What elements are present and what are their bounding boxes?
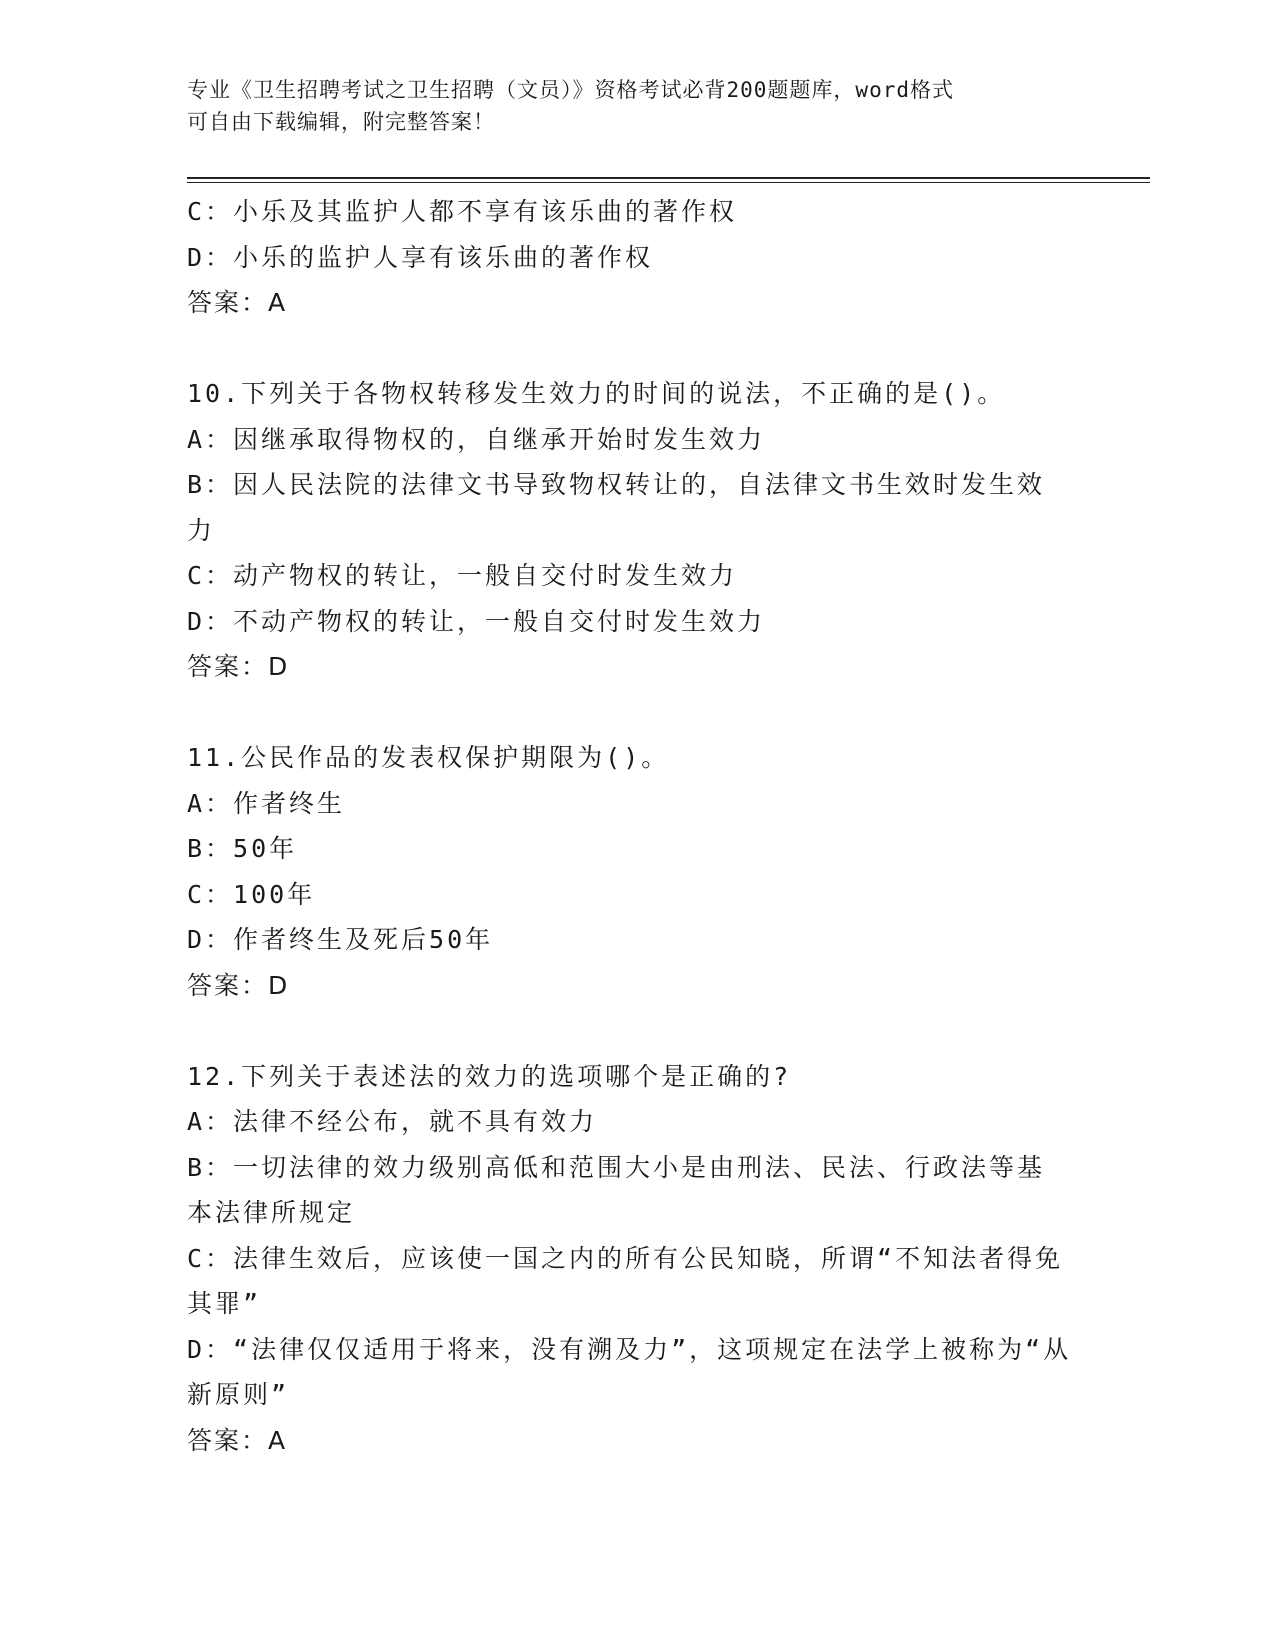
option-c: C：法律生效后，应该使一国之内的所有公民知晓，所谓“不知法者得免其罪” (187, 1243, 1064, 1318)
header-line-1: 专业《卫生招聘考试之卫生招聘（文员）》资格考试必背200题题库，word格式 (187, 78, 954, 102)
option-c: C：动产物权的转让，一般自交付时发生效力 (187, 561, 738, 590)
question-12 (187, 1054, 1072, 1464)
header-divider-thick (187, 177, 1150, 179)
question-11 (187, 735, 1072, 1008)
option-b: B：50年 (187, 834, 298, 863)
option-b: B：一切法律的效力级别高低和范围大小是由刑法、民法、行政法等基本法律所规定 (187, 1152, 1046, 1227)
question-10 (187, 371, 1072, 690)
header-divider-thin (187, 182, 1150, 183)
question-9-continued (187, 189, 1072, 326)
option-c: C：100年 (187, 879, 316, 909)
option-d: D：不动产物权的转让，一般自交付时发生效力 (187, 606, 766, 636)
question-list (187, 189, 1072, 1463)
option-a: A：因继承取得物权的，自继承开始时发生效力 (187, 424, 766, 454)
question-stem: 11.公民作品的发表权保护期限为()。 (187, 743, 670, 772)
option-d: D：“法律仅仅适用于将来，没有溯及力”，这项规定在法学上被称为“从新原则” (187, 1334, 1072, 1409)
answer: 答案：D (187, 652, 290, 681)
header-line-2: 可自由下载编辑，附完整答案！ (187, 110, 495, 134)
option-c: C：小乐及其监护人都不享有该乐曲的著作权 (187, 197, 738, 226)
question-stem: 12.下列关于表述法的效力的选项哪个是正确的? (187, 1061, 792, 1091)
answer: 答案：A (187, 288, 288, 317)
option-d: D：小乐的监护人享有该乐曲的著作权 (187, 242, 654, 272)
answer: 答案：A (187, 1425, 288, 1455)
document-header (187, 74, 1087, 138)
option-a: A：作者终生 (187, 788, 346, 818)
option-b: B：因人民法院的法律文书导致物权转让的，自法律文书生效时发生效力 (187, 470, 1046, 545)
question-stem: 10.下列关于各物权转移发生效力的时间的说法，不正确的是()。 (187, 379, 1006, 408)
option-d: D：作者终生及死后50年 (187, 925, 494, 954)
answer: 答案：D (187, 970, 290, 1000)
option-a: A：法律不经公布，就不具有效力 (187, 1107, 598, 1136)
